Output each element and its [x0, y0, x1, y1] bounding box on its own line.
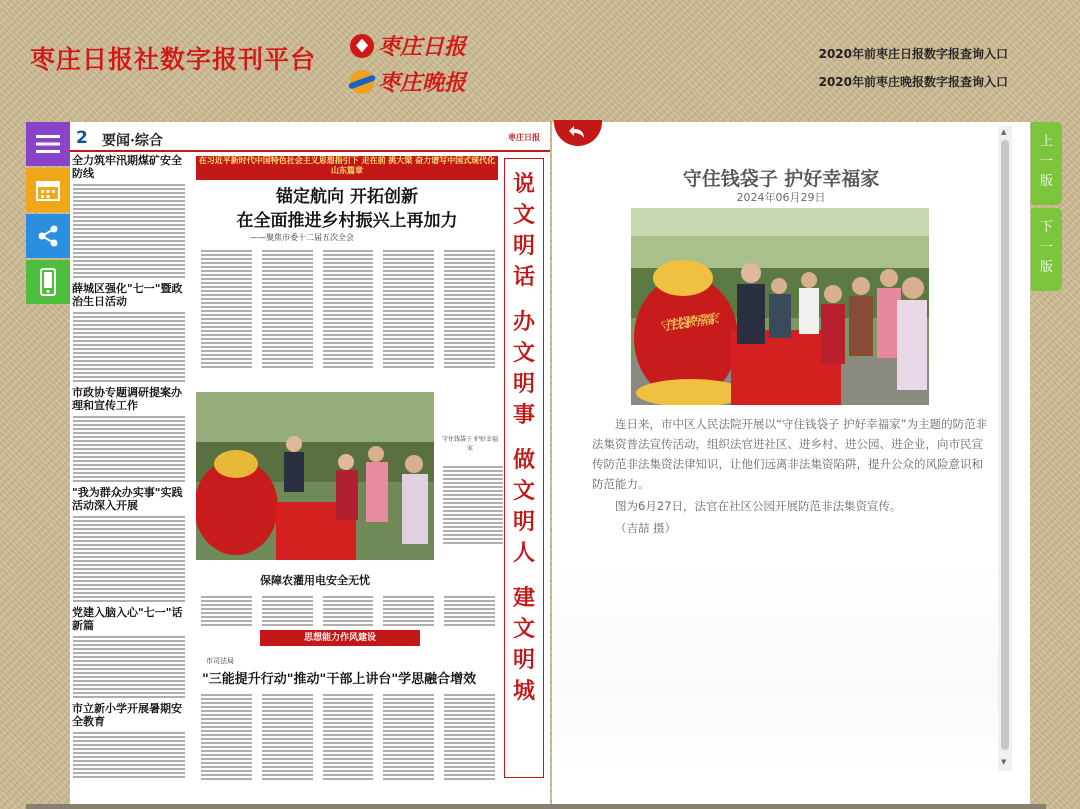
- site-title: 枣庄日报社数字报刊平台: [30, 45, 317, 74]
- article-caption: 图为6月27日，法官在社区公园开展防范非法集资宣传。: [615, 499, 902, 513]
- scroll-up-icon[interactable]: ▲: [1001, 128, 1007, 136]
- slogan-char: 文: [512, 478, 535, 504]
- slogan-char: 话: [512, 264, 535, 290]
- text-column: [262, 594, 313, 632]
- civility-slogan: [504, 158, 544, 778]
- article-title: 守住钱袋子 护好幸福家: [682, 168, 880, 190]
- text-block: [73, 636, 185, 698]
- text-column: [383, 594, 434, 632]
- main-article-body[interactable]: [198, 246, 498, 386]
- text-column: [323, 692, 374, 798]
- main-subheadline: ——聚焦市委十二届五次全会: [250, 233, 354, 242]
- left-headline[interactable]: 市政协专题调研提案办理和宣传工作: [72, 386, 182, 412]
- article-paragraph: 连日来，市中区人民法院开展以“守住钱袋子 护好幸福家”为主题的防范非法集资普法宣传活动，组织法官进社区、进乡村、进公园、进企业，向市民宣传防范非法集资法律知识，让他们远离非法集资陷阱，提升公众的风险意识和防范能力。: [592, 417, 988, 491]
- text-column: [323, 248, 374, 384]
- menu-icon: [36, 134, 60, 154]
- text-column: [323, 594, 374, 632]
- left-headline[interactable]: 市立新小学开展暑期安全教育: [72, 702, 182, 728]
- left-headline[interactable]: 党建入脑入心"七一"话新篇: [72, 606, 183, 632]
- text-block: [73, 184, 185, 278]
- page-photo[interactable]: [196, 392, 434, 560]
- scrollbar[interactable]: [998, 126, 1012, 771]
- menu-button[interactable]: [26, 122, 70, 166]
- scroll-thumb[interactable]: [1001, 140, 1009, 750]
- mini-caption[interactable]: 守住钱袋子 护好幸福家: [442, 436, 498, 452]
- slogan-char: 文: [512, 340, 535, 366]
- daily-logo-text: 枣庄日报: [378, 34, 467, 60]
- site-header: [0, 0, 1080, 110]
- text-column: [444, 594, 495, 632]
- slogan-char: 办: [512, 309, 535, 335]
- text-column: [262, 248, 313, 384]
- section-name: 要闻·综合: [102, 133, 163, 149]
- slogan-char: 文: [512, 616, 535, 642]
- text-column: [444, 248, 495, 384]
- section3-body: [198, 690, 498, 800]
- slogan-char: 明: [512, 647, 535, 673]
- left-headline[interactable]: "我为群众办实事"实践活动深入开展: [72, 486, 183, 512]
- prev-page-button[interactable]: [1031, 122, 1062, 205]
- evening-logo-text: 枣庄晚报: [378, 70, 467, 96]
- left-headline[interactable]: 全力筑牢汛期煤矿安全防线: [72, 154, 182, 180]
- text-block: [73, 416, 185, 482]
- article-panel: [552, 122, 1030, 804]
- text-block: [73, 516, 185, 602]
- slogan-char: 明: [512, 371, 535, 397]
- main-headline-line2[interactable]: 在全面推进乡村振兴上再加力: [236, 211, 458, 231]
- section2-body: [198, 592, 498, 634]
- share-icon: [37, 225, 59, 247]
- slogan-char: 说: [512, 171, 535, 197]
- text-column: [262, 692, 313, 798]
- calendar-icon: [36, 179, 60, 201]
- section2-headline[interactable]: 保障农灌用电安全无忧: [260, 574, 370, 587]
- text-column: [201, 248, 252, 384]
- evening-archive-link[interactable]: 2020年前枣庄晚报数字报查询入口: [818, 75, 1008, 89]
- next-page-label: 下一版: [1039, 220, 1053, 275]
- mini-text: [443, 464, 503, 560]
- article-date: 2024年06月29日: [736, 191, 826, 204]
- page-number: 2: [76, 128, 88, 148]
- slogan-char: 明: [512, 233, 535, 259]
- bag-slogan: 守住钱袋子 护好幸福家: [658, 311, 720, 335]
- slogan-char: 建: [512, 585, 535, 611]
- main-headline-line1[interactable]: 锚定航向 开拓创新: [276, 187, 418, 207]
- text-column: [201, 594, 252, 632]
- slogan-char: 城: [512, 678, 535, 704]
- section3-headline[interactable]: "三能提升行动"推动"干部上讲台"学思融合增效: [202, 672, 477, 687]
- back-button[interactable]: [554, 120, 602, 146]
- scroll-down-icon[interactable]: ▼: [1001, 758, 1007, 766]
- text-block: [73, 732, 185, 778]
- tool-sidebar: [26, 122, 70, 306]
- daily-logo-icon: [350, 34, 374, 58]
- bottom-divider: [26, 804, 1046, 809]
- back-arrow-icon: [568, 125, 588, 141]
- mobile-button[interactable]: [26, 260, 70, 304]
- zaozhuang-evening-logo[interactable]: [350, 66, 466, 97]
- text-column: [444, 692, 495, 798]
- text-column: [383, 248, 434, 384]
- slogan-char: 明: [512, 509, 535, 535]
- evening-logo-icon: [350, 70, 374, 94]
- slogan-char: 事: [512, 402, 535, 428]
- left-headline[interactable]: 薛城区强化"七一"暨政治生日活动: [72, 282, 183, 308]
- section3-kicker: 市司法局: [206, 657, 234, 665]
- newspaper-page-header: [70, 128, 550, 152]
- slogan-char: 文: [512, 202, 535, 228]
- calendar-button[interactable]: [26, 168, 70, 212]
- article-blank-area: [552, 562, 998, 772]
- masthead: 枣庄日报: [508, 133, 540, 142]
- next-page-button[interactable]: [1031, 208, 1062, 291]
- mobile-icon: [40, 268, 56, 296]
- left-column: [70, 152, 188, 804]
- daily-archive-link[interactable]: 2020年前枣庄日报数字报查询入口: [818, 47, 1008, 61]
- share-button[interactable]: [26, 214, 70, 258]
- newspaper-page[interactable]: [70, 122, 550, 804]
- text-column: [201, 692, 252, 798]
- article-credit: （吉喆 摄）: [615, 521, 677, 535]
- section-banner: 思想能力作风建设: [260, 630, 420, 646]
- text-column: [383, 692, 434, 798]
- zaozhuang-daily-logo[interactable]: [350, 30, 466, 61]
- slogan-char: 人: [512, 540, 535, 566]
- text-block: [73, 312, 185, 382]
- prev-page-label: 上一版: [1039, 134, 1053, 189]
- slogan-char: 做: [512, 447, 535, 473]
- article-photo[interactable]: [631, 208, 929, 405]
- red-banner-top: 在习近平新时代中国特色社会主义思想指引下 走在前 挑大梁 奋力谱写中国式现代化山东篇章: [196, 156, 498, 180]
